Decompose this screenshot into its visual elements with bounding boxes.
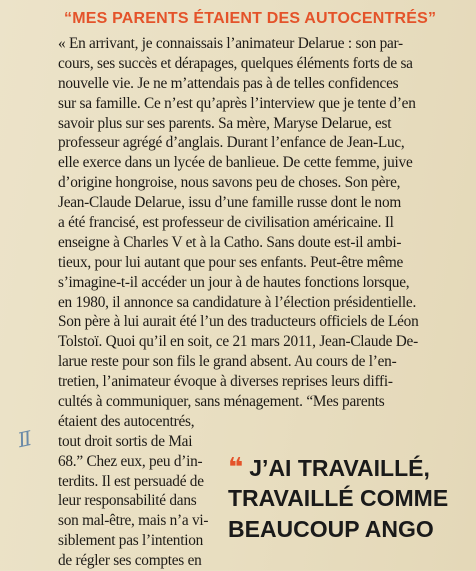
body-line: savoir plus sur ses parents. Sa mère, Maryse Delarue, est [58,114,392,132]
body-line: Tolstoï. Quoi qu’il en soit, ce 21 mars 2011, Jean-Claude De- [58,333,418,351]
body-line: elle exerce dans un lycée de banlieue. De cette femme, juive [58,154,413,172]
body-line-narrow: de régler ses comptes en [58,552,202,570]
body-line: d’origine hongroise, nous savons peu de choses. Son père, [58,174,401,192]
body-line-narrow: 68.” Chez eux, peu d’in- [58,452,203,470]
body-line: sur sa famille. Ce n’est qu’après l’interview que je tente d’en [58,94,416,112]
body-line: Son père à lui aurait été l’un des traducteurs officiels de Léon [58,313,419,331]
section-heading: “MES PARENTS ÉTAIENT DES AUTOCENTRÉS” [64,10,437,27]
body-line: nouvelle vie. Je ne m’attendais pas à de telles confidences [58,74,399,92]
pull-quote-text: J’AI TRAVAILLÉ, [249,455,430,481]
body-line: Jean-Claude Delarue, issu d’une famille russe dont le nom [58,194,402,212]
body-line: professeur agrégé d’anglais. Durant l’enfance de Jean-Luc, [58,134,405,152]
body-line-narrow: terdits. Il est persuadé de [58,472,204,490]
body-line-narrow: tout droit sortis de Mai [58,432,193,450]
body-line-narrow: siblement pas l’intention [58,532,203,550]
pull-quote-line [228,452,476,483]
body-line-narrow: étaient des autocentrés, [58,412,195,430]
body-line: tretien, l’animateur évoque à diverses reprises leurs diffi- [58,373,393,391]
pull-quote [228,452,476,545]
pull-quote-line: BEAUCOUP ANGO [228,516,434,542]
body-line-narrow: leur responsabilité dans [58,492,197,510]
quote-mark-icon: ❝ [228,452,244,482]
body-line: « En arrivant, je connaissais l’animateur Delarue : son par- [58,35,403,52]
body-line: cours, ses succès et dérapages, quelques éléments forts de sa [58,54,413,72]
body-line: tieux, pour lui autant que pour ses enfants. Peut-être même [58,253,404,271]
body-line: enseigne à Charles V et à la Catho. Sans doute est-il ambi- [58,233,402,251]
body-line: en 1980, il annonce sa candidature à l’élection présidentielle. [58,293,417,311]
pull-quote-line: TRAVAILLÉ COMME [228,485,449,511]
body-line: a été francisé, est professeur de civilisation américaine. Il [58,214,394,232]
body-line: cultés à communiquer, sans ménagement. “Mes parents [58,393,385,411]
handwritten-margin-mark: Ⅱ [15,425,34,453]
body-line-narrow: son mal-être, mais n’a vi- [58,512,209,530]
body-line: larue reste pour son fils le grand absent. Au cours de l’en- [58,353,397,371]
body-line: s’imagine-t-il accéder un jour à de hautes fonctions lorsque, [58,273,410,291]
